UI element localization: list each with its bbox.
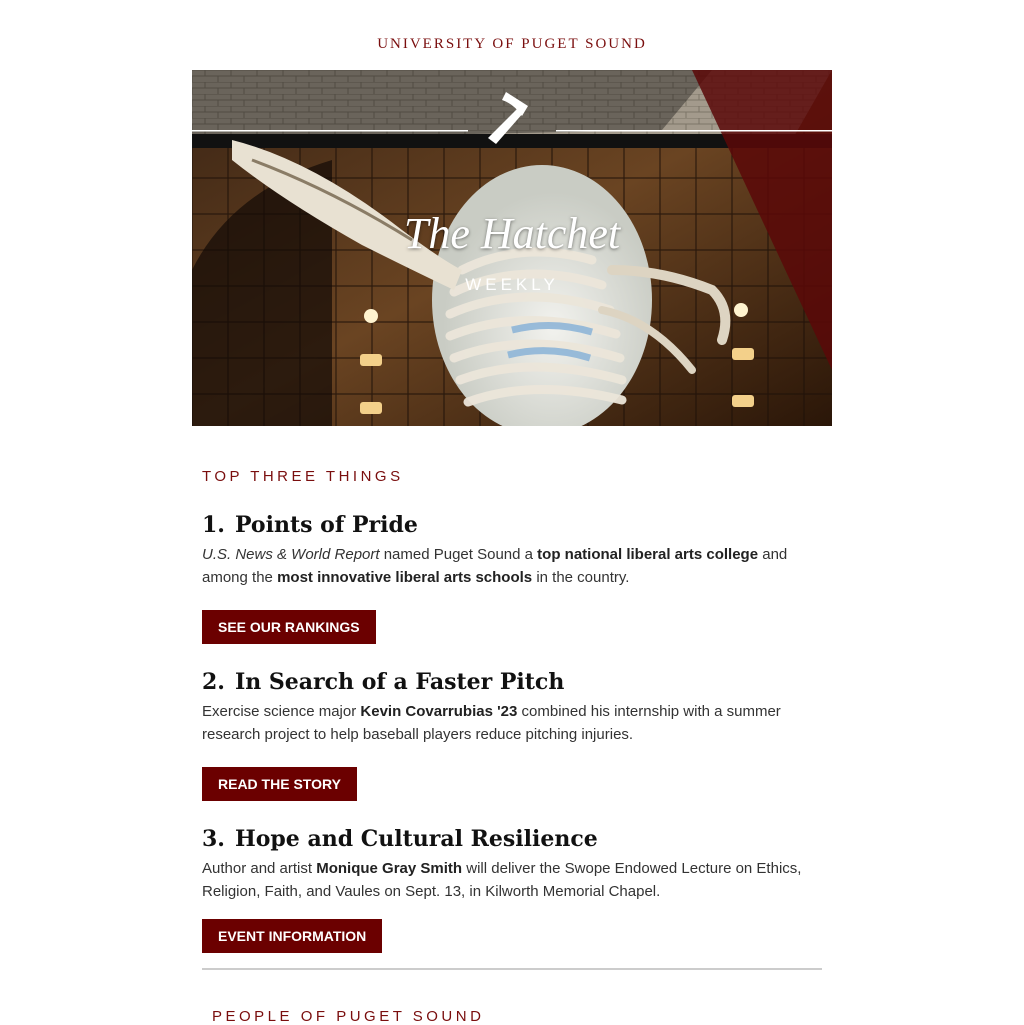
section-heading-top-three: TOP THREE THINGS bbox=[202, 468, 404, 485]
item-number: 2. bbox=[202, 669, 225, 695]
read-story-button[interactable]: READ THE STORY bbox=[202, 767, 357, 801]
emphasis-text: most innovative liberal arts schools bbox=[277, 569, 533, 586]
italic-text: U.S. News & World Report bbox=[202, 546, 380, 563]
item-title: Hope and Cultural Resilience bbox=[234, 826, 598, 852]
see-rankings-button[interactable]: SEE OUR RANKINGS bbox=[202, 610, 376, 644]
body-text: Exercise science major bbox=[202, 703, 361, 720]
emphasis-text: Kevin Covarrubias '23 bbox=[360, 703, 518, 720]
body-text: Author and artist bbox=[202, 860, 317, 877]
item-title: Points of Pride bbox=[234, 512, 418, 538]
hatchet-icon bbox=[484, 88, 548, 148]
section-divider bbox=[202, 968, 822, 970]
body-text: in the country. bbox=[532, 569, 630, 586]
emphasis-text: top national liberal arts college bbox=[537, 546, 759, 563]
item-number: 1. bbox=[202, 512, 225, 538]
item-number: 3. bbox=[202, 826, 225, 852]
item-heading bbox=[202, 669, 564, 695]
newsletter-subtitle: WEEKLY bbox=[465, 275, 559, 294]
section-heading-people: PEOPLE OF PUGET SOUND bbox=[212, 1008, 485, 1025]
university-name: UNIVERSITY OF PUGET SOUND bbox=[377, 36, 647, 52]
body-text: will deliver the Swope Endowed Lecture on Ethics, Religion, Faith, and Vaules on Sept. 13, in Kilworth Memorial Chapel. bbox=[202, 860, 802, 900]
hero-banner bbox=[192, 70, 832, 426]
emphasis-text: Monique Gray Smith bbox=[316, 860, 463, 877]
item-title: In Search of a Faster Pitch bbox=[234, 669, 565, 695]
item-heading bbox=[202, 512, 418, 538]
item-description bbox=[202, 543, 827, 589]
item-description bbox=[202, 857, 827, 903]
newsletter-title: The Hatchet bbox=[403, 209, 621, 258]
item-heading bbox=[202, 826, 598, 852]
item-description bbox=[202, 700, 827, 746]
event-information-button[interactable]: EVENT INFORMATION bbox=[202, 919, 382, 953]
body-text: named Puget Sound a bbox=[379, 546, 538, 563]
body-text: combined his internship with a summer research project to help baseball players reduce pitching injuries. bbox=[202, 703, 781, 743]
body-text: and among the bbox=[202, 546, 788, 586]
